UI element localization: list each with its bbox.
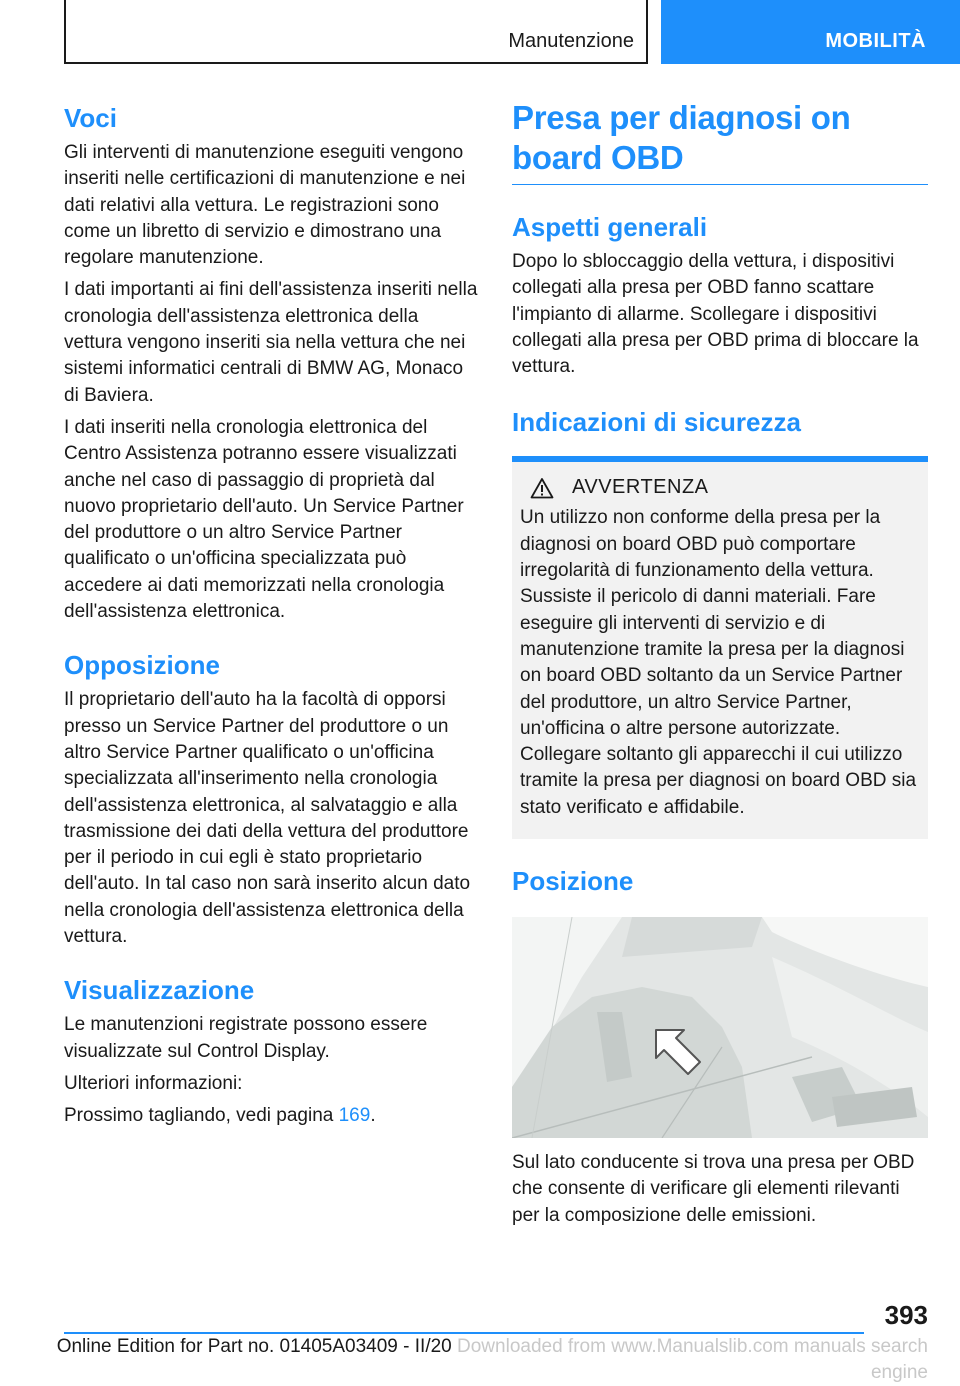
right-column (512, 98, 928, 1235)
page-number: 393 (884, 1300, 928, 1330)
footer-watermark: Downloaded from www.Manualslib.com manuals search engine (457, 1336, 928, 1383)
warning-text: Un utilizzo non conforme della presa per la diagnosi on board OBD può comportare irregolarità di funzionamento della vettura. Sussiste il pericolo di danni materiali. Fare eseguire gli interventi di servizio e di manutenzione tramite la presa per la diagnosi on board OBD soltanto da un Service Partner del produttore, un altro Service Partner, un'officina o altre persone autorizzate. Collegare soltanto gli apparecchi il cui utilizzo tramite la presa per diagnosi on board OBD sia stato verificato e affidabile. (520, 507, 917, 818)
section-sicurezza (512, 402, 928, 839)
left-column (64, 98, 478, 1136)
header-chapter-title: MOBILITÀ (825, 30, 926, 52)
page-reference-link[interactable]: 169 (338, 1105, 371, 1127)
posizione-caption: Sul lato conducente si trova una presa per OBD che consente di verificare gli elementi rilevanti per la composizione delle emissioni. (512, 1152, 915, 1226)
heading-voci: Voci (64, 103, 117, 133)
warning-box (512, 456, 928, 839)
obd-location-illustration (512, 917, 928, 1138)
header-section-title: Manutenzione (508, 30, 634, 52)
page-reference-text: Prossimo tagliando, vedi pagina (64, 1105, 339, 1127)
voci-paragraph-3: I dati inseriti nella cronologia elettronica del Centro Assistenza potranno essere visualizzati anche nel caso di passaggio di proprietà dal nuovo proprietario dell'auto. Un Service Partner del produttore o un altro Service Partner qualificato o un'officina specializzata può accedere ai dati memorizzati nella cronologia dell'assistenza elettronica. (64, 416, 464, 623)
header-chapter-tab (661, 0, 960, 64)
heading-aspetti-generali: Aspetti generali (512, 212, 708, 242)
section-aspetti-generali (512, 207, 928, 380)
visualizzazione-paragraph-3 (64, 1103, 478, 1129)
heading-visualizzazione: Visualizzazione (64, 975, 255, 1006)
opposizione-paragraph: Il proprietario dell'auto ha la facoltà di opporsi presso un Service Partner del produttore o un altro Service Partner qualificato o un'officina specializzata all'inserimento nella cronologia dell'assistenza elettronica, al salvataggio e alla trasmissione dei dati della vettura del produttore per il periodo in cui egli è stato proprietario dell'auto. In tal caso non sarà inserito alcun dato nella cronologia dell'assistenza elettronica della vettura. (64, 689, 471, 948)
footer-edition: Online Edition for Part no. 01405A03409 - II/20 (56, 1336, 452, 1357)
visualizzazione-paragraph-1: Le manutenzioni registrate possono essere visualizzate sul Control Display. (64, 1014, 428, 1062)
voci-paragraph-1: Gli interventi di manutenzione eseguiti vengono inseriti nelle certificazioni di manutenzione e nei dati relativi alla vettura. Le registrazioni sono come un libretto di servizio e dimostrano una regolare manutenzione. (64, 142, 466, 269)
heading-posizione: Posizione (512, 866, 634, 897)
aspetti-paragraph: Dopo lo sbloccaggio della vettura, i dispositivi collegati alla presa per OBD fanno scattare l'impianto di allarme. Scollegare i dispositivi collegati alla presa per OBD prima di bloccare la vettura. (512, 251, 919, 378)
visualizzazione-paragraph-2: Ulteriori informazioni: (64, 1072, 243, 1094)
footer (0, 1334, 928, 1386)
voci-paragraph-2: I dati importanti ai fini dell'assistenza inseriti nella cronologia dell'assistenza elettronica della vettura vengono inseriti sia nella vettura che nei sistemi informatici centrali di BMW AG, Monaco di Baviera. (64, 279, 478, 406)
heading-sicurezza: Indicazioni di sicurezza (512, 407, 801, 438)
section-posizione (512, 861, 928, 1229)
heading-obd: Presa per diagnosi on board OBD (512, 98, 928, 185)
warning-title: AVVERTENZA (572, 476, 709, 499)
page-reference-end: . (370, 1105, 376, 1127)
warning-triangle-icon (530, 477, 554, 499)
header-section-box (64, 0, 648, 64)
warning-header (520, 476, 920, 499)
heading-opposizione: Opposizione (64, 650, 220, 681)
